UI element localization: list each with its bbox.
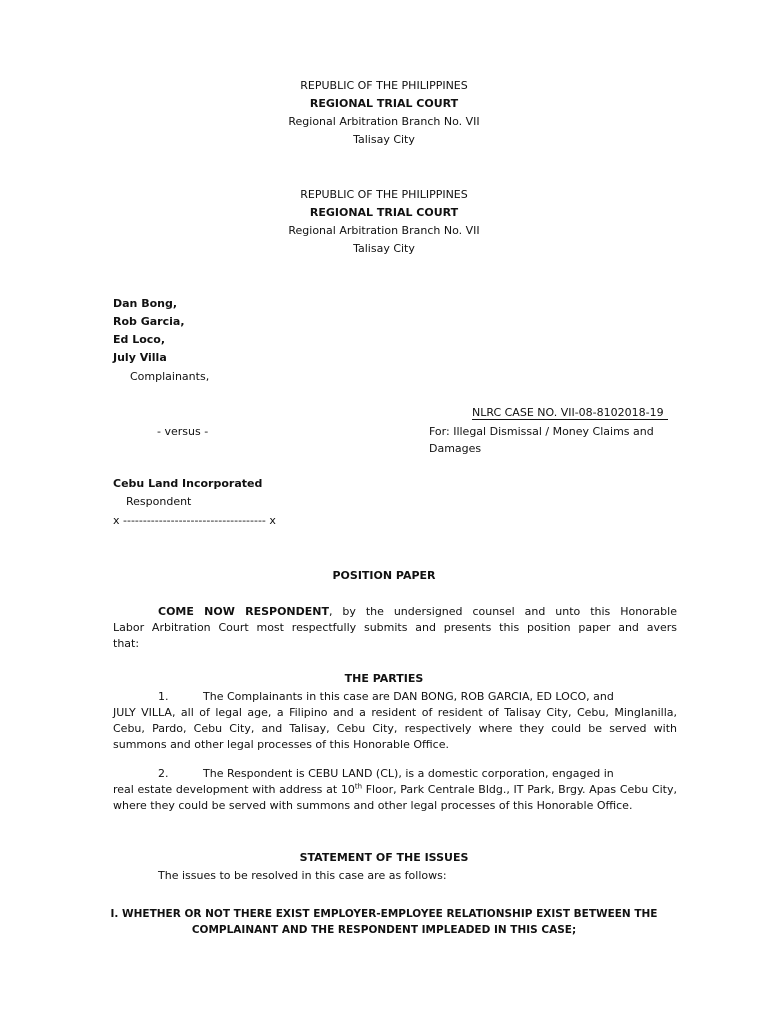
header-branch-2: Regional Arbitration Branch No. VII	[288, 224, 480, 237]
issues-heading: STATEMENT OF THE ISSUES	[299, 851, 469, 864]
paragraph-1-first-line: The Complainants in this case are DAN BONG, ROB GARCIA, ED LOCO, and	[203, 690, 614, 703]
header-branch-1: Regional Arbitration Branch No. VII	[288, 115, 480, 128]
paragraph-2-first-line: The Respondent is CEBU LAND (CL), is a domestic corporation, engaged in	[203, 767, 614, 780]
intro-paragraph	[113, 604, 677, 652]
respondent-label: Respondent	[126, 495, 192, 508]
parties-heading: THE PARTIES	[344, 672, 424, 685]
complainant-name: Dan Bong,	[113, 297, 178, 310]
header-republic-2: REPUBLIC OF THE PHILIPPINES	[300, 188, 468, 201]
complainant-name: July Villa	[113, 351, 167, 364]
header-court-2: REGIONAL TRIAL COURT	[309, 206, 459, 219]
paragraph-number: 1.	[158, 690, 169, 703]
case-subject-line-1: For: Illegal Dismissal / Money Claims and	[429, 425, 654, 438]
issues-intro: The issues to be resolved in this case are as follows:	[158, 869, 447, 882]
case-subject-line-2: Damages	[429, 442, 482, 455]
case-number-text: NLRC CASE NO. VII-08-8102018-19	[472, 406, 668, 420]
respondent-name: Cebu Land Incorporated	[113, 477, 263, 490]
ordinal-superscript: th	[354, 782, 363, 791]
complainant-name: Rob Garcia,	[113, 315, 185, 328]
complainants-label: Complainants,	[130, 370, 210, 383]
paragraph-1-body: JULY VILLA, all of legal age, a Filipino and a resident of resident of Talisay City, Cebu, Minglanilla, Cebu, Pardo, Cebu City, and Talisay, Cebu City, respectively where they could be served with summons and other legal processes of this Honorable Office.	[113, 706, 677, 751]
header-court-1: REGIONAL TRIAL COURT	[309, 97, 459, 110]
paragraph-2-body	[113, 782, 677, 814]
paragraph-number: 2.	[158, 767, 169, 780]
versus-label: - versus -	[157, 425, 209, 438]
paragraph-2-text-a: real estate development with address at 10	[113, 783, 355, 796]
header-city-1: Talisay City	[353, 133, 415, 146]
paragraph-2-text-b: Floor, Park Centrale Bldg., IT Park, Brgy. Apas Cebu City, where they could be served with summons and other legal processes of this Honorable Office.	[113, 783, 677, 812]
intro-bold-text: COME NOW RESPONDENT	[158, 605, 329, 618]
case-number	[472, 405, 668, 421]
caption-separator: x ------------------------------------ x	[113, 514, 276, 527]
document-title: POSITION PAPER	[332, 569, 436, 582]
complainant-name: Ed Loco,	[113, 333, 166, 346]
header-city-2: Talisay City	[353, 242, 415, 255]
intro-rest-text: , by the undersigned counsel and unto this Honorable Labor Arbitration Court most respectfully submits and presents this position paper and avers that:	[113, 605, 677, 650]
issue-1-line-1: I. WHETHER OR NOT THERE EXIST EMPLOYER-EMPLOYEE RELATIONSHIP EXIST BETWEEN THE	[110, 908, 658, 920]
header-republic-1: REPUBLIC OF THE PHILIPPINES	[300, 79, 468, 92]
issue-1-line-2: COMPLAINANT AND THE RESPONDENT IMPLEADED IN THIS CASE;	[191, 924, 577, 936]
